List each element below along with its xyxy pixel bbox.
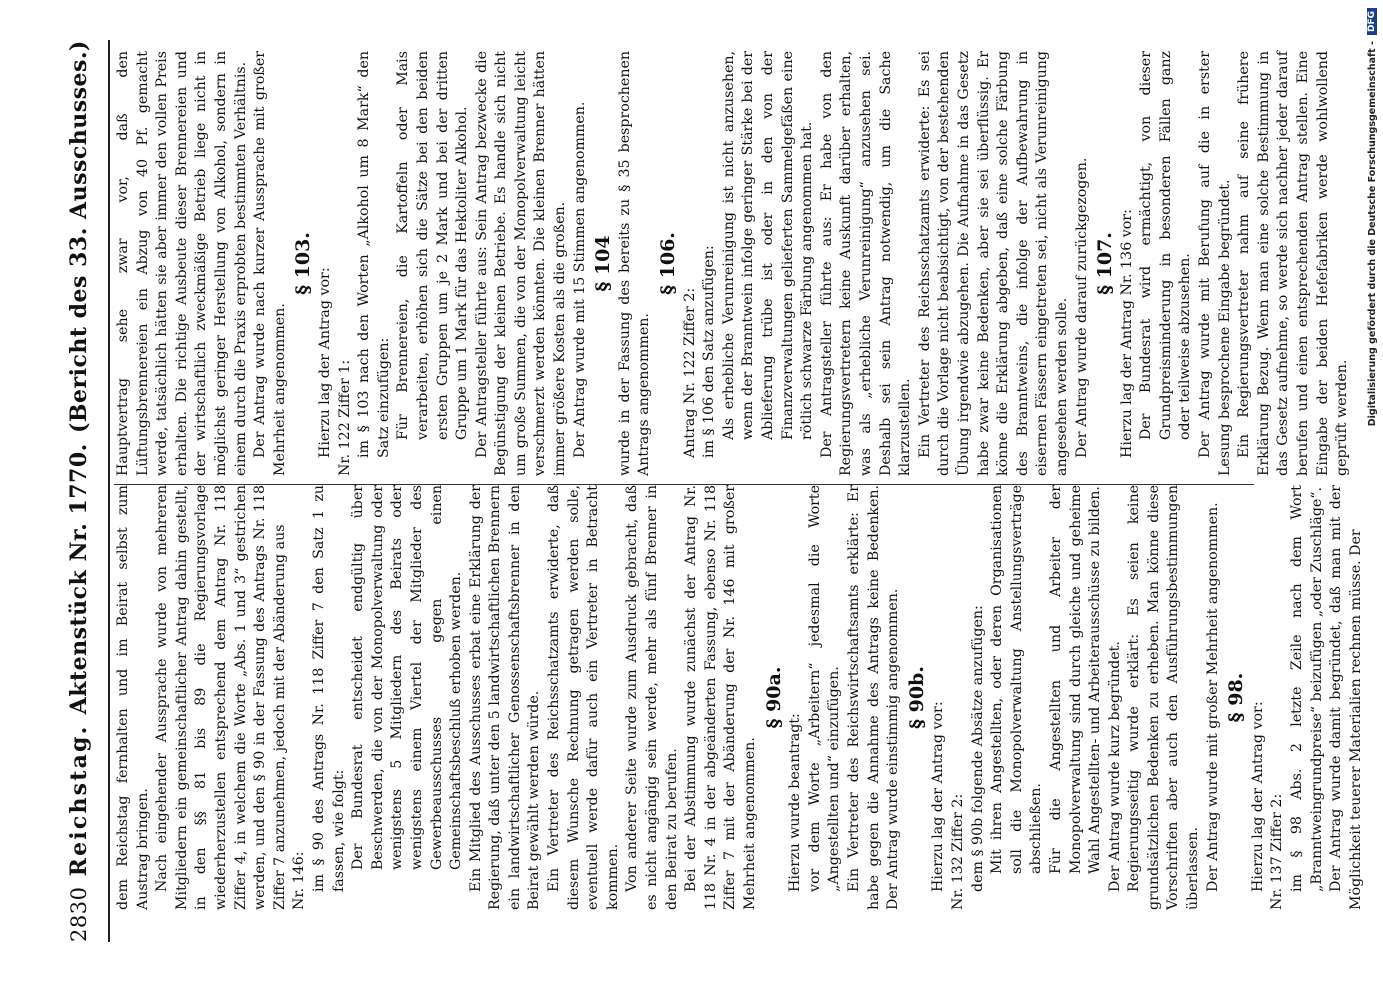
quoted-text: Für Brennereien, die Kartoffeln oder Mais verarbeiten, erhöhen sich die Sätze bei den beiden ersten Gruppen um je 2 Mark und bei der dritten Gruppe um 1 Mark für das Hektoliter Alkohol.: [395, 51, 471, 440]
paragraph: Ein Vertreter des Reichsschatzamts erwiderte: Es sei durch die Vorlage nicht beabsichtigt, von der bestehenden Übung irgendwie abzugehen. Die Aufnahme in das Gesetz habe zwar keine Bedenken, aber sie sei überflüssig. Er könne die Erklärung abgeben, daß eine solche Färbung des Branntweins, die infolge der Aufbewahrung in eisernen Fässern eingetreten sei, nicht als Verunreinigung angesehen werden solle.: [916, 51, 1070, 476]
quoted-text: Der Bundesrat entscheidet endgültig über Beschwerden, die von der Monopolverwaltung oder wenigstens 5 Mitgliedern des Beirats oder wenigstens einem Viertel der Mitglieder des Gewerbeausschusses gegen einen Gemeinschaftsbeschluß erhoben werden.: [350, 485, 465, 870]
right-column: [114, 51, 1351, 485]
paragraph: Regierungsseitig wurde erklärt: Es seien keine grundsätzlichen Bedenken zu erheben. Man könne diese Vorschriften aber auch den Ausführungsbestimmungen überlassen.: [1126, 485, 1202, 910]
paragraph: Hierzu lag der Antrag vor:: [930, 701, 947, 892]
motion-reference: Nr. 122 Ziffer 1:: [336, 359, 353, 476]
header-rule: [108, 40, 110, 942]
paragraph: Von anderer Seite wurde zum Ausdruck gebracht, daß es nicht angängig sein werde, mehr als fünf Brenner in den Beirat zu berufen.: [624, 485, 680, 910]
section-heading: § 98.: [1225, 672, 1248, 723]
paragraph: dem Reichstag fernhalten und im Beirat selbst zum Austrag bringen.: [115, 485, 151, 910]
paragraph: Hierzu lag der Antrag Nr. 136 vor:: [1118, 209, 1135, 458]
page-number: 2830: [67, 886, 91, 942]
paragraph: im § 103 nach den Worten „Alkohol um 8 Mark“ den Satz einzufügen:: [356, 51, 392, 458]
paragraph: im § 98 Abs. 2 letzte Zeile nach dem Wort „Branntweingrundpreise“ beizufügen „oder Zuschläge“.: [1289, 485, 1325, 892]
header-center-title: Aktenstück Nr. 1770.: [66, 443, 92, 715]
paragraph: im § 106 den Satz anzufügen:: [701, 245, 718, 458]
paragraph: Der Antrag wurde kurz begründet.: [1106, 641, 1123, 892]
paragraph: Der Antragsteller führte aus: Er habe von den Regierungsvertretern keine Auskunft darüber erhalten, was als „erhebliche Verunreinigung“ anzusehen sei. Deshalb sei sein Antrag notwendig, um die Sache klarzustellen.: [818, 51, 914, 476]
motion-reference: Nr. 146:: [291, 851, 308, 910]
paragraph: Der Antragsteller führte aus: Sein Antrag bezwecke die Begünstigung der kleinen Betriebe. Es handle sich nicht um große Summen, die von der Monopolverwaltung leicht verschmerzt werden könnten. Die kleinen Brenner hätten immer größere Kosten als die großen.: [473, 51, 569, 476]
paragraph: Nach eingehender Aussprache wurde von mehreren Mitgliedern ein gemeinschaftlicher Antrag dahin gestellt, in den §§ 81 bis 89 die Regierungsvorlage wiederherzustellen entsprechend dem Antrag Nr. 118 Ziffer 4, in welchem die Worte „Abs. 1 und 3“ gestrichen werden, und den § 90 in der Fassung des Antrags Nr. 118 Ziffer 7 anzunehmen, jedoch mit der Abänderung aus: [154, 485, 288, 910]
section-heading: § 90a.: [762, 666, 785, 729]
paragraph: Der Antrag wurde nach kurzer Aussprache mit großer Mehrheit angenommen.: [252, 51, 288, 476]
section-heading: § 90b.: [905, 666, 928, 729]
paragraph: Ein Regierungsvertreter nahm auf seine frühere Erklärung Bezug. Wenn man eine solche Bestimmung in das Gesetz aufnehme, so werde sich nachher jeder darauf berufen und einen entsprechenden Antrag stellen. Eine Eingabe der beiden Hefefabriken werde wohlwollend geprüft werden.: [1236, 51, 1351, 476]
motion-reference: Nr. 137 Ziffer 2:: [1269, 793, 1286, 910]
paragraph: Der Antrag wurde damit begründet, daß man mit der Möglichkeit teuerer Materialien rechnen müsse. Der: [1328, 485, 1364, 910]
page-header: [66, 40, 106, 942]
motion-reference: Antrag Nr. 122 Ziffer 2:: [681, 287, 698, 458]
paragraph: Hierzu lag der Antrag vor:: [1249, 701, 1266, 892]
left-column: [114, 485, 1364, 910]
quoted-text: Mit ihren Angestellten, oder deren Organisationen soll die Monopolverwaltung Anstellungsverträge abschließen.: [989, 485, 1045, 874]
quoted-text: Der Bundesrat wird ermächtigt, von dieser Grundpreisminderung in besonderen Fällen ganz oder teilweise abzusehen.: [1138, 51, 1194, 440]
paragraph: Bei der Abstimmung wurde zunächst der Antrag Nr. 118 Nr. 4 in der abgeänderten Fassung, ebenso Nr. 118 Ziffer 7 mit der Abänderung der Nr. 146 mit großer Mehrheit angenommen.: [683, 485, 758, 910]
section-heading: § 104: [592, 235, 615, 292]
quoted-text: Als erhebliche Verunreinigung ist nicht anzusehen, wenn der Branntwein infolge geringer Stärke bei der Ablieferung trübe ist oder in den von der Finanzverwaltungen gelieferten Sammelgefäßen eine rötlich schwarze Färbung angenommen hat.: [720, 51, 816, 440]
paragraph: im § 90 des Antrags Nr. 118 Ziffer 7 den Satz 1 zu fassen, wie folgt:: [310, 485, 347, 892]
digitization-note: [1366, 8, 1378, 988]
paragraph: Der Antrag wurde mit großer Mehrheit angenommen.: [1204, 502, 1221, 892]
paragraph: Der Antrag wurde darauf zurückgezogen.: [1073, 157, 1090, 458]
motion-reference: Nr. 132 Ziffer 2:: [949, 793, 966, 910]
paragraph: Ein Mitglied des Ausschusses erbat eine Erklärung der Regierung, daß unter den 5 landwirtschaftlichen Brennern ein landwirtschaftlicher Genossenschaftsbrenner in den Beirat gewählt werden würde.: [467, 485, 543, 910]
header-left-title: Reichstag.: [66, 724, 92, 877]
section-heading: § 107.: [1094, 232, 1117, 295]
header-right-title: (Bericht des 33. Ausschusses.): [66, 40, 92, 433]
paragraph: dem § 90b folgende Absätze anzufügen:: [969, 605, 986, 892]
paragraph: Ein Vertreter des Reichsschatzamts erwiderte, daß diesem Wunsche Rechnung getragen werden solle, eventuell werde dafür auch ein Vertreter in Betracht kommen.: [546, 485, 621, 910]
paragraph: Hierzu lag der Antrag vor:: [316, 267, 333, 458]
quoted-text: Für die Angestellten und Arbeiter der Monopolverwaltung sind durch gleiche und geheime Wahl Angestellten- und Arbeiterausschüsse zu bilden.: [1047, 485, 1104, 874]
dfg-logo: DFG: [1367, 8, 1377, 35]
paragraph: vor dem Worte „Arbeitern“ jedesmal die Worte „Angestellten und“ einzufügen.: [806, 485, 843, 892]
paragraph: Der Antrag wurde mit Berufung auf die in erster Lesung besprochene Eingabe begründet.: [1197, 51, 1233, 476]
paragraph: Hauptvertrag sehe zwar vor, daß den Lüftungsbrennereien ein Abzug von 40 Pf. gemacht werde, tatsächlich hätten sie aber immer den vollen Preis erhalten. Die richtige Ausbeute dieser Brennereien und der wirtschaftlich zweckmäßige Betrieb liege nicht in möglichst geringer Herstellung von Alkohol, sondern in einem durch die Praxis erprobten bestimmten Verhältnis.: [115, 51, 249, 476]
section-heading: § 103.: [292, 232, 315, 295]
paragraph: Der Antrag wurde mit 15 Stimmen angenommen.: [571, 101, 588, 458]
digitization-text: Digitalisierung gefördert durch die Deutsche Forschungsgemeinschaft -: [1366, 41, 1378, 427]
section-heading: § 106.: [657, 232, 680, 295]
paragraph: Ein Vertreter des Reichswirtschaftsamts erklärte: Er habe gegen die Annahme des Antrags keine Bedenken. Der Antrag wurde einstimmig angenommen.: [845, 485, 902, 910]
paragraph: wurde in der Fassung des bereits zu § 35 besprochenen Antrags angenommen.: [616, 51, 653, 476]
paragraph: Hierzu wurde beantragt:: [787, 713, 804, 892]
